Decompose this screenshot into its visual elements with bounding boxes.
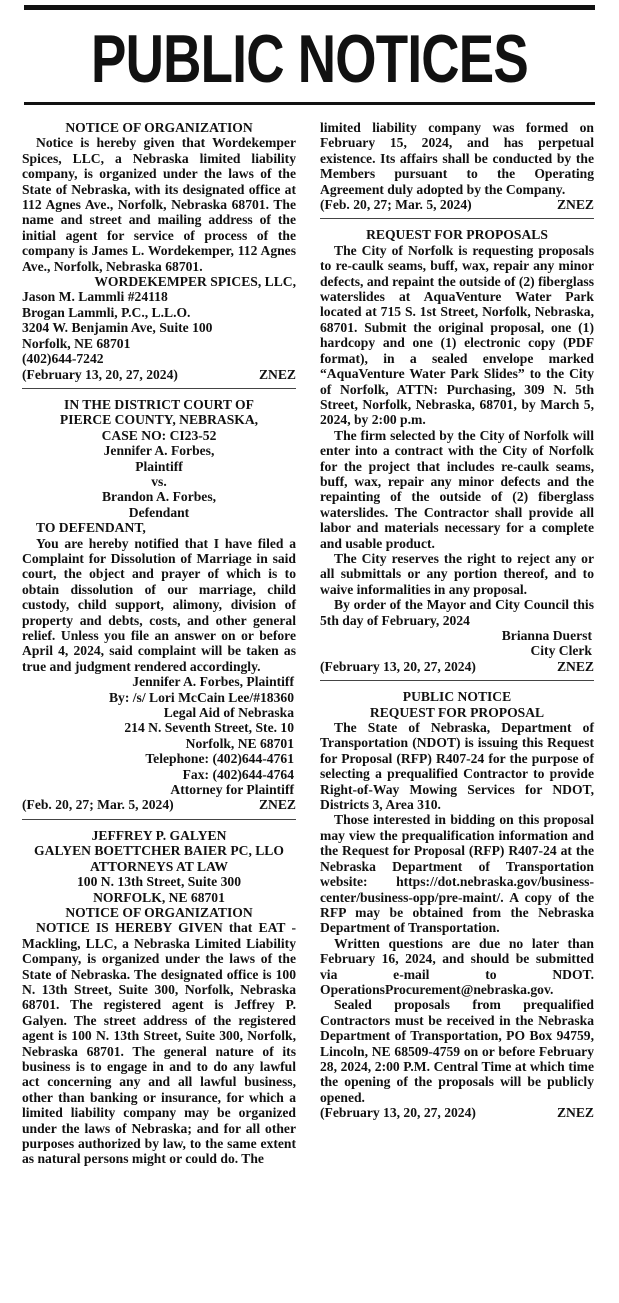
signature-line: Fax: (402)644-4764 xyxy=(182,766,294,782)
firm-title: ATTORNEYS AT LAW xyxy=(90,858,228,874)
company-name: WORDEKEMPER SPICES, LLC, xyxy=(94,274,296,290)
notice-paragraph: Sealed proposals from prequalified Contractors must be received in the Nebraska Department of Transportation, PO Box 94759, Lincoln, NE 68509-4759 on or before February 28, 2024, 2:00 P.M. Central Time at which time the opening of the proposals will be publicly opened. xyxy=(320,997,594,1105)
notice-paragraph: Those interested in bidding on this proposal may view the prequalification information and the Request for Proposal (RFP) R407-24 at the Nebraska Department of Transportation website: https://dot.nebraska.gov/business-center/business-opp/pre-maint/. A copy of the RFP may be obtained from the Nebraska Department of Transportation. xyxy=(320,812,594,936)
clerk-title: City Clerk xyxy=(530,643,592,659)
city-line: Norfolk, NE 68701 xyxy=(22,335,131,351)
notice-district-court xyxy=(22,393,296,817)
defendant-label: Defendant xyxy=(128,504,190,520)
notice-body: Notice is hereby given that Wordekemper Spices, LLC, a Nebraska limited liability company, is organized under the laws of the State of Nebraska, with its designated office at 112 Agnes Ave., Norfolk, Nebraska 68701. The name and street and mailing address of the initial agent for service of process of the company is James L. Wordekemper, 112 Agnes Ave., Norfolk, Nebraska 68701. xyxy=(22,135,296,274)
notice-heading: REQUEST FOR PROPOSALS xyxy=(366,227,548,243)
firm-address: 100 N. 13th Street, Suite 300 xyxy=(77,874,241,890)
publication-code: ZNEZ xyxy=(556,197,594,213)
notice-divider xyxy=(320,680,594,681)
notice-body: NOTICE IS HEREBY GIVEN that EAT - Mackling, LLC, a Nebraska Limited Liability Company, is organized under the laws of the State of Nebraska. The designated office is 100 N. 13th Street, Suite 300, Norfolk, Nebraska 68701. The registered agent is Jeffrey P. Galyen. The street address of the registered agent is 100 N. 13th Street, Suite 300, Norfolk, Nebraska 68701. The general nature of its business is to engage in and to do any lawful act concerning any and all lawful business, other than banking or insurance, for which a limited liability company may be organized under the laws of Nebraska; and for all other purposes authorized by law, to the same extent as natural persons might or could do. The xyxy=(22,920,296,1167)
top-rule xyxy=(24,5,595,10)
versus: vs. xyxy=(151,473,167,489)
notice-paragraph: Written questions are due no later than February 16, 2024, and should be submitted via e-mail to NDOT. OperationsProcurement@nebraska.gov. xyxy=(320,935,594,997)
publication-code: ZNEZ xyxy=(556,1105,594,1121)
notice-divider xyxy=(22,388,296,389)
masthead-rule xyxy=(24,102,595,105)
masthead-title: PUBLIC NOTICES xyxy=(91,21,528,97)
publication-dates: (February 13, 20, 27, 2024) xyxy=(22,366,178,382)
notice-eat-mackling-continued xyxy=(320,120,594,216)
signature-line: 214 N. Seventh Street, Ste. 10 xyxy=(124,720,294,736)
signature-line: Legal Aid of Nebraska xyxy=(163,705,294,721)
signature-line: Norfolk, NE 68701 xyxy=(185,735,294,751)
notice-divider xyxy=(320,218,594,219)
notice-heading: NOTICE OF ORGANIZATION xyxy=(65,120,253,135)
notice-norfolk-rfp xyxy=(320,223,594,678)
notice-paragraph: The City reserves the right to reject any or all submittals or any portion thereof, and to waive informalities in any proposal. xyxy=(320,550,594,597)
publication-code: ZNEZ xyxy=(556,658,594,674)
publication-dates: (February 13, 20, 27, 2024) xyxy=(320,1105,476,1121)
publication-code: ZNEZ xyxy=(258,797,296,813)
signature-line: Jennifer A. Forbes, Plaintiff xyxy=(132,674,294,690)
attorney-name: JEFFREY P. GALYEN xyxy=(91,827,227,843)
plaintiff-name: Jennifer A. Forbes, xyxy=(103,443,215,459)
court-heading-1: IN THE DISTRICT COURT OF xyxy=(64,396,254,412)
notice-paragraph: The State of Nebraska, Department of Transportation (NDOT) is issuing this Request for Proposal (RFP) R407-24 for the purpose of selecting a prequalified Contractor to provide Right-of-Way Mowing Services for NDOT, Districts 3, Area 310. xyxy=(320,720,594,813)
firm-line: Brogan Lammli, P.C., L.L.O. xyxy=(22,304,191,320)
address-line: 3204 W. Benjamin Ave, Suite 100 xyxy=(22,320,213,336)
firm-name: GALYEN BOETTCHER BAIER PC, LLO xyxy=(34,843,284,859)
signature-line: Telephone: (402)644-4761 xyxy=(145,751,294,767)
notice-heading: NOTICE OF ORGANIZATION xyxy=(65,904,253,920)
signature-line: Attorney for Plaintiff xyxy=(170,782,294,798)
defendant-name: Brandon A. Forbes, xyxy=(101,489,217,505)
publication-line xyxy=(320,197,594,212)
notice-body-continued: limited liability company was formed on February 15, 2024, and has perpetual existence. Its affairs shall be conducted by the Members pursuant to the Operating Agreement duly adopted by the Company. xyxy=(320,120,594,197)
notice-paragraph: By order of the Mayor and City Council this 5th day of February, 2024 xyxy=(320,597,594,628)
publication-dates: (Feb. 20, 27; Mar. 5, 2024) xyxy=(320,197,472,213)
signature-line: By: /s/ Lori McCain Lee/#18360 xyxy=(108,689,294,705)
publication-line xyxy=(22,797,296,812)
notice-ndot-rfp xyxy=(320,685,594,1124)
plaintiff-label: Plaintiff xyxy=(135,458,183,474)
left-column xyxy=(22,120,296,1171)
notice-divider xyxy=(22,819,296,820)
clerk-name: Brianna Duerst xyxy=(501,628,592,643)
publication-line xyxy=(320,659,594,674)
firm-city: NORFOLK, NE 68701 xyxy=(93,889,225,905)
notice-paragraph: The firm selected by the City of Norfolk will enter into a contract with the City of Norfolk for the project that includes re-caulk seams, buff, wax, repair any minor defects and the repainting of the outside of (2) fiberglass waterslides. The Contractor shall provide all labor and materials necessary for a complete and usable product. xyxy=(320,427,594,551)
case-number: CASE NO: CI23-52 xyxy=(101,427,217,443)
phone-line: (402)644-7242 xyxy=(22,351,104,367)
notice-heading: PUBLIC NOTICE xyxy=(402,689,512,705)
right-column xyxy=(320,120,594,1125)
notice-wordekemper xyxy=(22,120,296,386)
court-heading-2: PIERCE COUNTY, NEBRASKA, xyxy=(59,412,259,428)
publication-line xyxy=(320,1105,594,1120)
notice-body: You are hereby notified that I have filed a Complaint for Dissolution of Marriage in said court, the object and prayer of which is to obtain dissolution of our marriage, child custody, child support, alimony, division of property and debts, costs, and other general relief. Unless you file an answer on or before April 4, 2024, said complaint will be taken as true and judgment rendered accordingly. xyxy=(22,535,296,674)
publication-line xyxy=(22,367,296,382)
notice-eat-mackling xyxy=(22,824,296,1171)
publication-dates: (Feb. 20, 27; Mar. 5, 2024) xyxy=(22,797,174,813)
attorney-line: Jason M. Lammli #24118 xyxy=(22,289,168,305)
publication-code: ZNEZ xyxy=(258,366,296,382)
salutation: TO DEFENDANT, xyxy=(36,520,146,536)
publication-dates: (February 13, 20, 27, 2024) xyxy=(320,658,476,674)
notice-paragraph: The City of Norfolk is requesting proposals to re-caulk seams, buff, wax, repair any minor defects, and repaint the outside of (2) fiberglass waterslides at AquaVenture Water Park located at 715 S. 1st Street, Norfolk, Nebraska, 68701. Submit the original proposal, one (1) hardcopy and one (1) electronic copy (PDF format), in a sealed envelope marked “AquaVenture Water Park Slides” to the City of Norfolk, ATTN: Purchasing, 309 N. 5th Street, Norfolk, Nebraska, 68701, by March 5, 2024, by 2:00 p.m. xyxy=(320,242,594,428)
notice-subheading: REQUEST FOR PROPOSAL xyxy=(369,704,545,720)
